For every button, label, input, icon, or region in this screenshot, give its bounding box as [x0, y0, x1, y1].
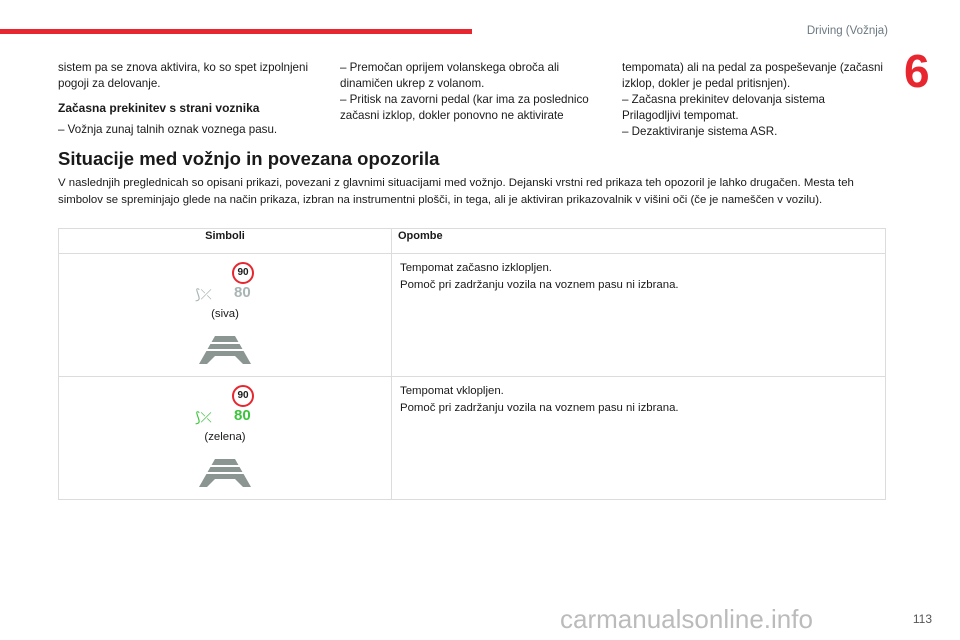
note-line: Tempomat začasno izklopljen.	[400, 262, 552, 274]
speed-limit-sign-icon: 90	[232, 262, 254, 284]
table-row	[59, 377, 886, 500]
set-speed: 80	[234, 284, 251, 301]
watermark: carmanualsonline.info	[560, 604, 813, 634]
section-header: Driving (Vožnja)	[806, 25, 888, 37]
note-line: Pomoč pri zadržanju vozila na voznem pasu ni izbrana.	[400, 401, 679, 414]
steering-lane-icon: ⟆⤫	[195, 409, 212, 425]
column-2	[340, 60, 610, 124]
lane-road-icon	[199, 336, 251, 366]
note-line: Pomoč pri zadržanju vozila na voznem pasu ni izbrana.	[400, 278, 679, 291]
speed-limit-sign-icon: 90	[232, 385, 254, 407]
list-item: – Vožnja zunaj talnih oznak voznega pasu.	[58, 123, 278, 136]
table-row	[59, 254, 886, 377]
symbol-caption: (zelena)	[204, 431, 246, 443]
chapter-number: 6	[904, 45, 930, 97]
steering-lane-icon: ⟆⤫	[195, 286, 212, 302]
list-item: – Premočan oprijem volanskega obroča ali dinamičen ukrep z volanom.	[340, 61, 560, 90]
column-1	[58, 60, 328, 138]
section-title: Situacije med vožnjo in povezana opozorila	[58, 148, 440, 169]
header-accent-bar	[0, 29, 472, 34]
page-number: 113	[912, 612, 932, 626]
paragraph: tempomata) ali na pedal za pospeševanje (začasni izklop, dokler je pedal pritisnjen).	[622, 61, 884, 90]
list-item: – Pritisk na zavorni pedal (kar ima za poslednico začasni izklop, dokler ponovno ne aktivirate	[340, 93, 589, 122]
list-item: – Začasna prekinitev delovanja sistema Prilagodljivi tempomat.	[622, 93, 825, 122]
list-item: – Dezaktiviranje sistema ASR.	[622, 125, 778, 138]
paragraph: sistem pa se znova aktivira, ko so spet izpolnjeni pogoji za delovanje.	[58, 61, 309, 90]
header-notes: Opombe	[392, 229, 886, 254]
section-intro: V naslednjih preglednicah so opisani prikazi, povezani z glavnimi situacijami med vožnjo. Dejanski vrstni red prikaza teh opozoril je lahko drugačen. Mesta teh simbolov se spreminjajo glede na način prikaza, izbran na instrumentni plošči, in tega, ali je aktiviran prikazovalnik v višini oči (če je nameščen v vozilu).	[58, 177, 854, 206]
lane-road-icon	[199, 459, 251, 489]
symbol-caption: (siva)	[211, 308, 239, 320]
header-symbols: Simboli	[59, 229, 392, 254]
symbols-table	[58, 228, 886, 500]
subheading: Začasna prekinitev s strani voznika	[58, 101, 260, 115]
column-3	[622, 60, 884, 140]
note-line: Tempomat vklopljen.	[400, 385, 504, 397]
set-speed: 80	[234, 407, 251, 424]
